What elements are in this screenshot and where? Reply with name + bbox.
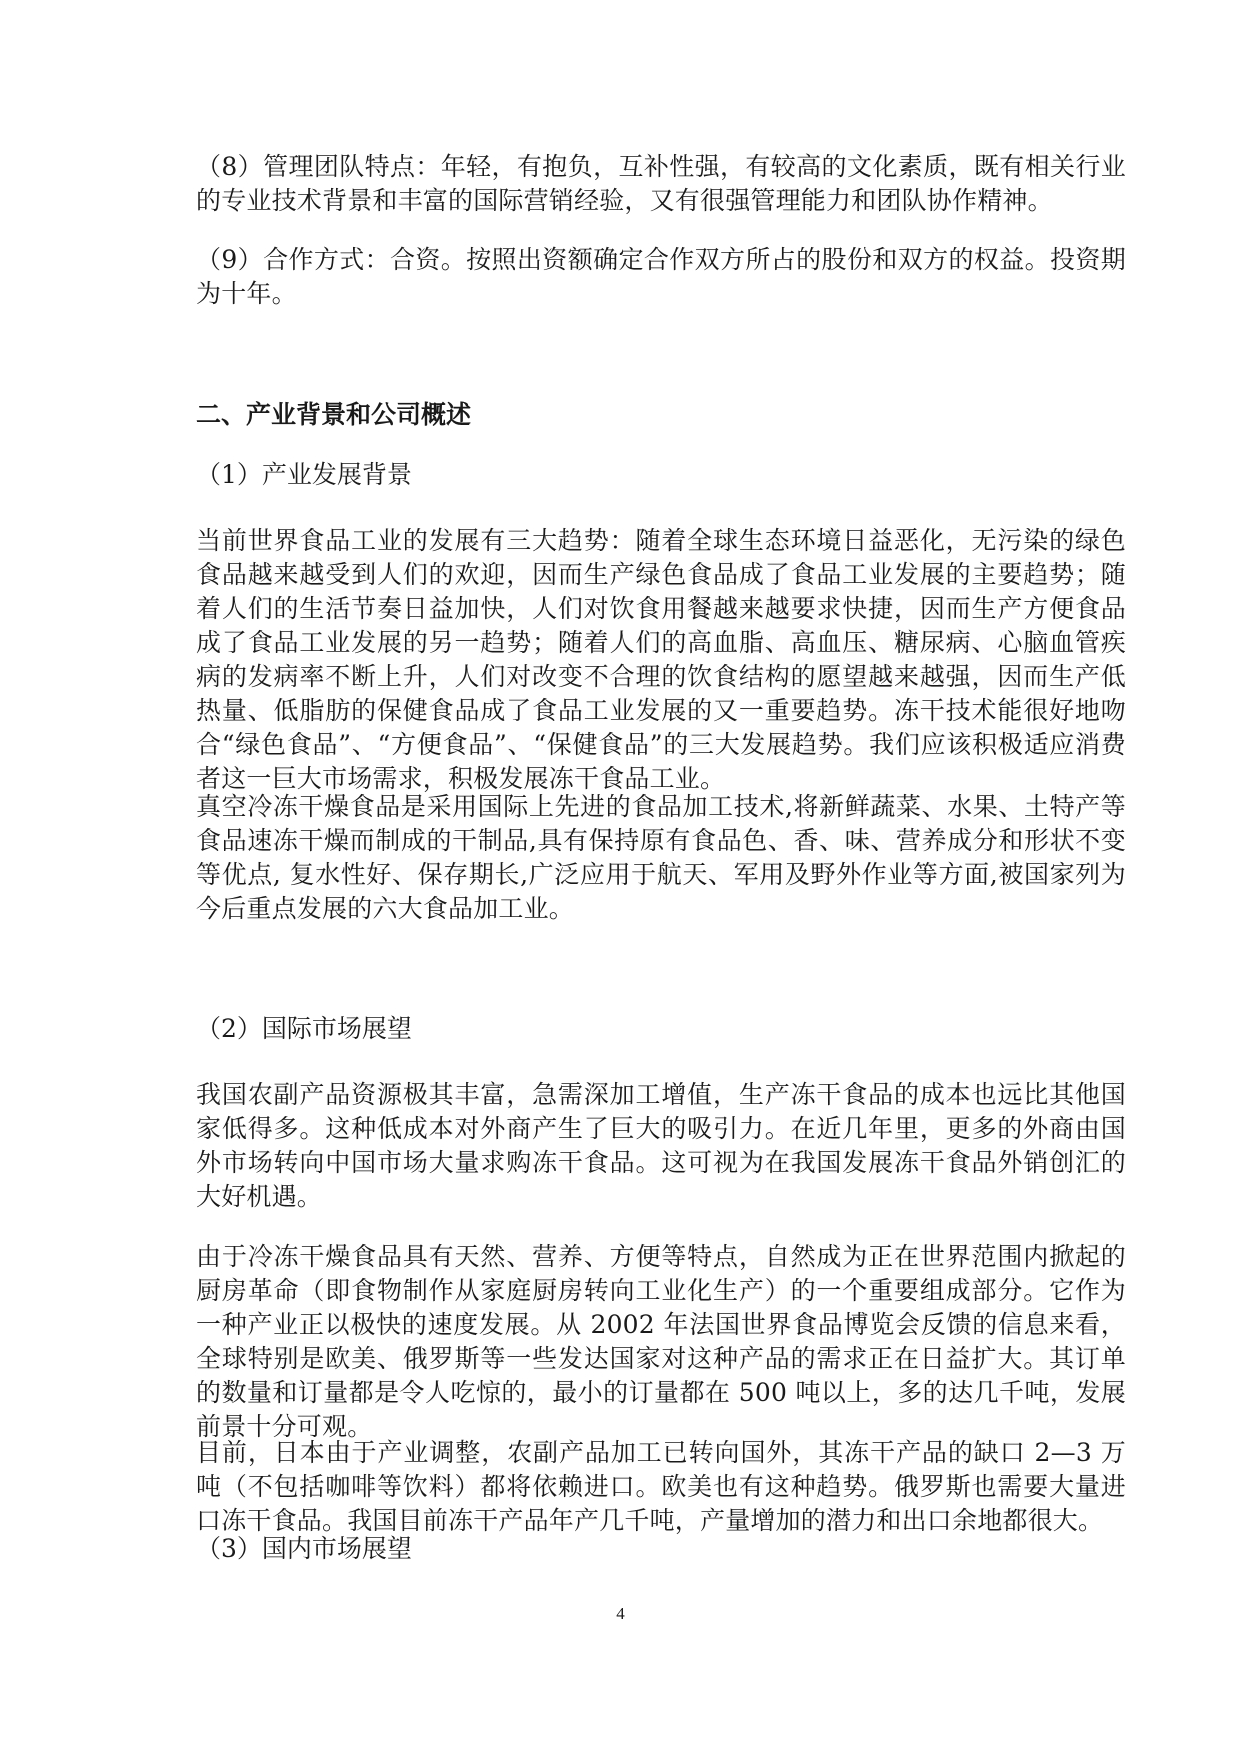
paragraph-freeze-dried-food: 真空冷冻干燥食品是采用国际上先进的食品加工技术,将新鲜蔬菜、水果、土特产等食品速冻干燥而制成的干制品,具有保持原有食品色、香、味、营养成分和形状不变等优点, 复水性好、保存期长,广泛应用于航天、军用及野外作业等方面,被国家列为今后重点发展的六大食品加工业。 [196,792,1126,923]
paragraph-international-advantage: 我国农副产品资源极其丰富，急需深加工增值，生产冻干食品的成本也远比其他国家低得多。这种低成本对外商产生了巨大的吸引力。在近几年里，更多的外商由国外市场转向中国市场大量求购冻干食品。这可视为在我国发展冻干食品外销创汇的大好机遇。 [196,1080,1126,1211]
section-heading: 二、产业背景和公司概述 [196,400,472,429]
subheading-industry-background: （1）产业发展背景 [196,460,412,489]
paragraph-cooperation-mode: （9）合作方式：合资。按照出资额确定合作双方所占的股份和双方的权益。投资期为十年。 [196,245,1126,308]
page-number: 4 [616,1604,625,1623]
document-page [196,0,1126,1754]
paragraph-kitchen-revolution: 由于冷冻干燥食品具有天然、营养、方便等特点，自然成为正在世界范围内掀起的厨房革命（即食物制作从家庭厨房转向工业化生产）的一个重要组成部分。它作为一种产业正以极快的速度发展。从 2002 年法国世界食品博览会反馈的信息来看，全球特别是欧美、俄罗斯等一些发达国家对这种产品的需求正在日益扩大。其订单的数量和订量都是令人吃惊的，最小的订量都在 500 吨以上，多的达几千吨，发展前景十分可观。 [196,1242,1126,1441]
subheading-domestic-market: （3）国内市场展望 [196,1534,412,1563]
paragraph-industry-trends: 当前世界食品工业的发展有三大趋势：随着全球生态环境日益恶化，无污染的绿色食品越来越受到人们的欢迎，因而生产绿色食品成了食品工业发展的主要趋势；随着人们的生活节奏日益加快，人们对饮食用餐越来越要求快捷，因而生产方便食品成了食品工业发展的另一趋势；随着人们的高血脂、高血压、糖尿病、心脑血管疾病的发病率不断上升，人们对改变不合理的饮食结构的愿望越来越强，因而生产低热量、低脂肪的保健食品成了食品工业发展的又一重要趋势。冻干技术能很好地吻合“绿色食品”、“方便食品”、“保健食品”的三大发展趋势。我们应该积极适应消费者这一巨大市场需求，积极发展冻干食品工业。 [196,526,1126,793]
subheading-international-market: （2）国际市场展望 [196,1014,412,1043]
paragraph-japan-demand: 目前，日本由于产业调整，农副产品加工已转向国外，其冻干产品的缺口 2—3 万吨（不包括咖啡等饮料）都将依赖进口。欧美也有这种趋势。俄罗斯也需要大量进口冻干食品。我国目前冻干产品年产几千吨，产量增加的潜力和出口余地都很大。 [196,1438,1126,1535]
paragraph-team-features: （8）管理团队特点：年轻，有抱负，互补性强，有较高的文化素质，既有相关行业的专业技术背景和丰富的国际营销经验，又有很强管理能力和团队协作精神。 [196,152,1126,215]
